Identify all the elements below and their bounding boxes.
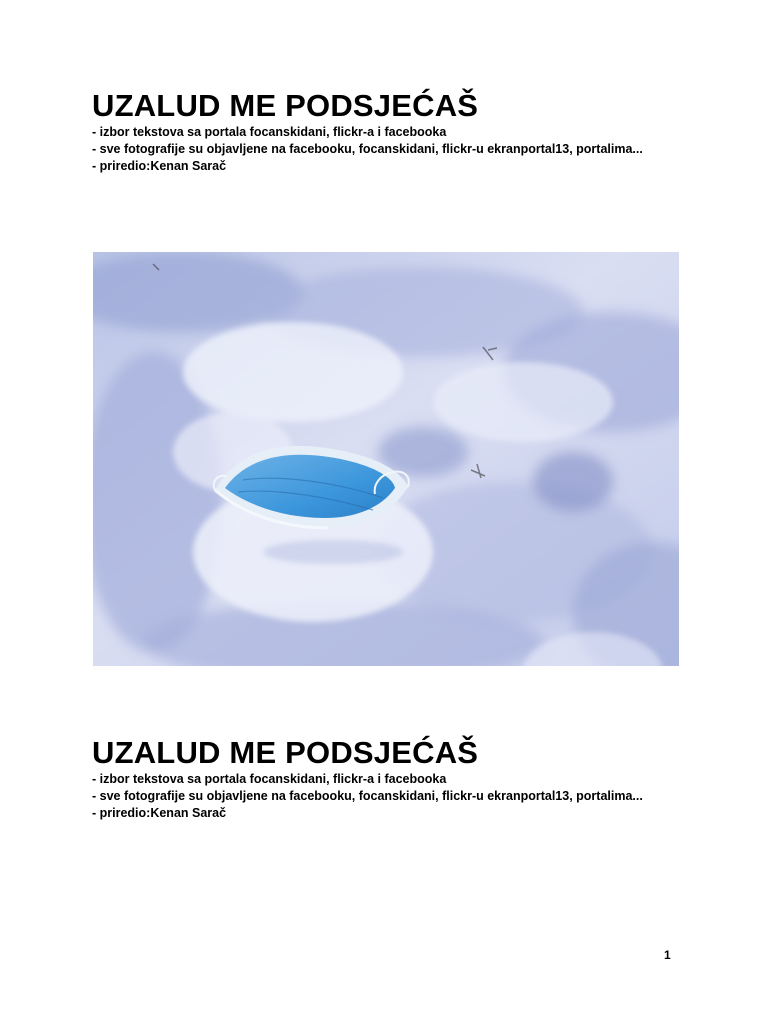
subtitle-line-3-repeat: - priredio:Kenan Sarač [92, 806, 227, 820]
subtitle-line-3: - priredio:Kenan Sarač [92, 159, 227, 173]
header-block-top [92, 88, 692, 175]
header-block-bottom [92, 735, 692, 822]
document-title-repeat: UZALUD ME PODSJEĆAŠ [92, 735, 479, 770]
snow-mask-photo [93, 252, 679, 666]
page-number: 1 [664, 948, 671, 962]
subtitle-line-1: - izbor tekstova sa portala focanskidani, flickr-a i facebooka [92, 125, 447, 139]
document-title: UZALUD ME PODSJEĆAŠ [92, 88, 479, 123]
subtitle-line-2-repeat: - sve fotografije su objavljene na facebooku, focanskidani, flickr-u ekranportal13, portalima... [92, 789, 643, 803]
subtitle-line-1-repeat: - izbor tekstova sa portala focanskidani, flickr-a i facebooka [92, 772, 447, 786]
subtitle-line-2: - sve fotografije su objavljene na facebooku, focanskidani, flickr-u ekranportal13, portalima... [92, 142, 643, 156]
